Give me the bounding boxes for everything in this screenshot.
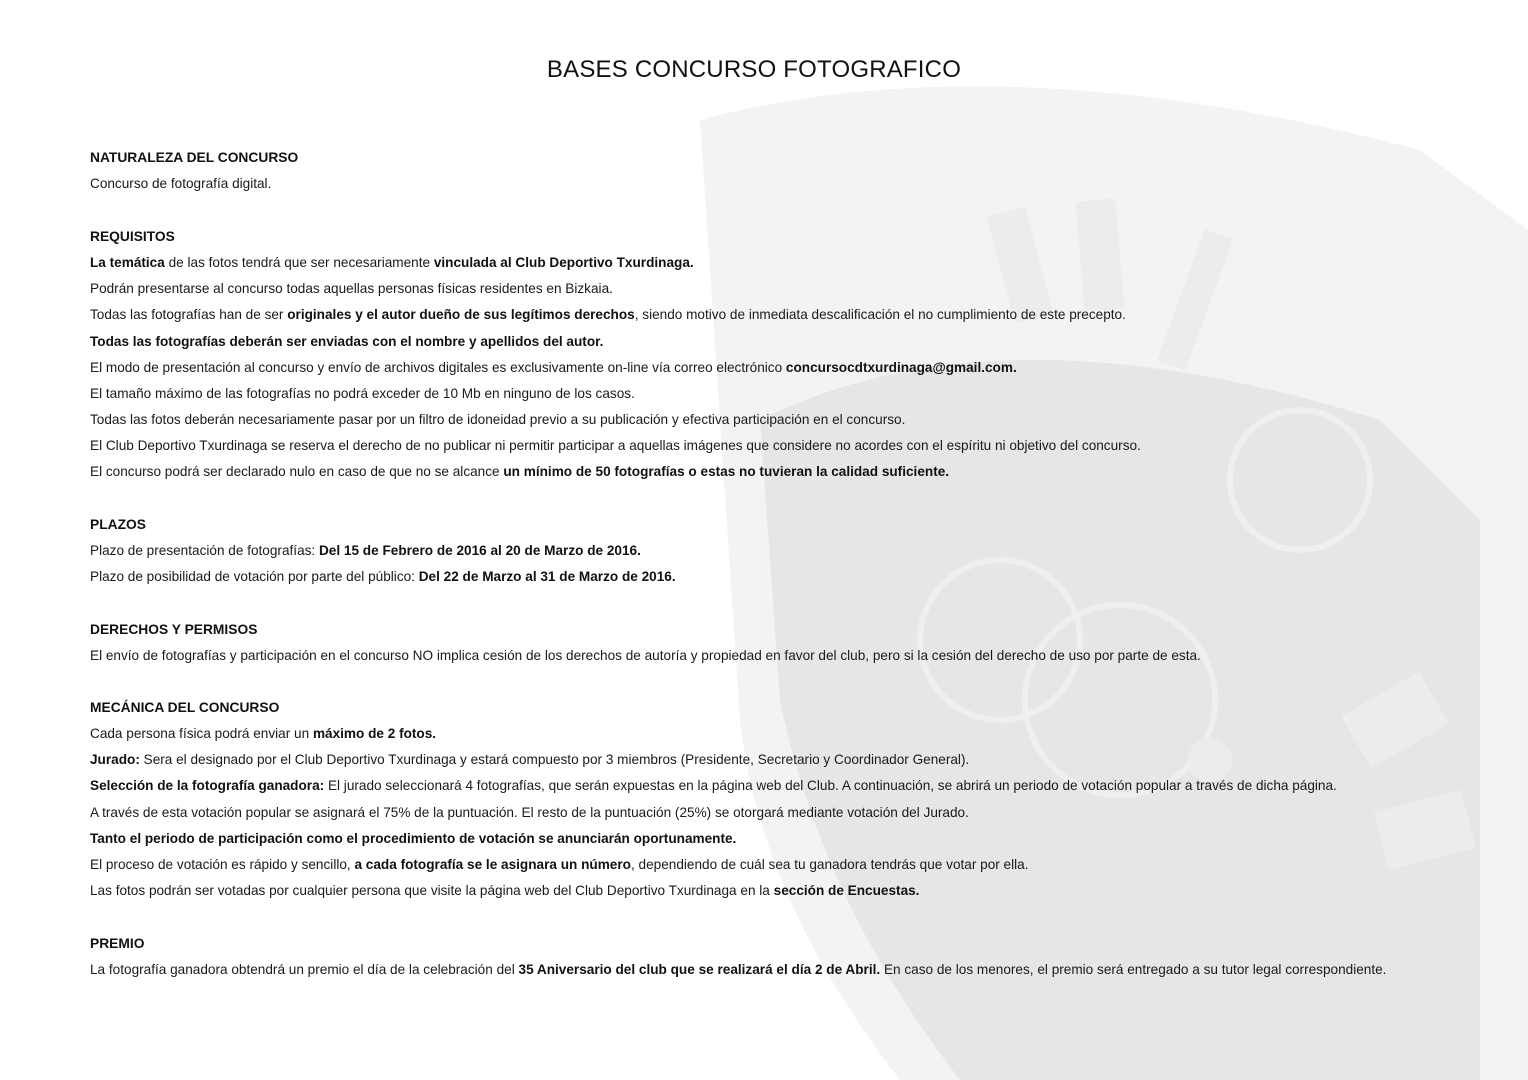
section-heading-mecanica: MECÁNICA DEL CONCURSO [90,700,280,715]
section-heading-plazos: PLAZOS [90,517,146,532]
mecanica-line-1: Cada persona física podrá enviar un máximo de 2 fotos. [90,726,437,741]
mecanica-line-3: Selección de la fotografía ganadora: El jurado seleccionará 4 fotografías, que serán expuestas en la página web del Club. A continuación, se abrirá un periodo de votación popular a través de dicha página. [90,778,1337,793]
requisitos-line-2: Podrán presentarse al concurso todas aquellas personas físicas residentes en Bizkaia. [90,281,613,296]
requisitos-line-6: El tamaño máximo de las fotografías no podrá exceder de 10 Mb en ninguno de los casos. [90,386,635,401]
derechos-line-1: El envío de fotografías y participación en el concurso NO implica cesión de los derechos de autoría y propiedad en favor del club, pero si la cesión del derecho de uso por parte de esta. [90,648,1201,663]
mecanica-line-5: Tanto el periodo de participación como el procedimiento de votación se anunciarán oportunamente. [90,831,737,846]
requisitos-line-5: El modo de presentación al concurso y envío de archivos digitales es exclusivamente on-line vía correo electrónico concursocdtxurdinaga@gmail.com. [90,360,1017,375]
plazos-line-2: Plazo de posibilidad de votación por parte del público: Del 22 de Marzo al 31 de Marzo de 2016. [90,569,676,584]
requisitos-line-3: Todas las fotografías han de ser originales y el autor dueño de sus legítimos derechos, siendo motivo de inmediata descalificación el no cumplimiento de este precepto. [90,307,1126,322]
plazos-line-1: Plazo de presentación de fotografías: Del 15 de Febrero de 2016 al 20 de Marzo de 2016. [90,543,641,558]
mecanica-line-4: A través de esta votación popular se asignará el 75% de la puntuación. El resto de la puntuación (25%) se otorgará mediante votación del Jurado. [90,805,969,820]
contest-email: concursocdtxurdinaga@gmail.com. [785,360,1017,375]
requisitos-line-8: El Club Deportivo Txurdinaga se reserva el derecho de no publicar ni permitir participar a aquellas imágenes que considere no acordes con el espíritu ni objetivo del concurso. [90,438,1141,453]
section-heading-derechos: DERECHOS Y PERMISOS [90,622,258,637]
mecanica-line-6: El proceso de votación es rápido y sencillo, a cada fotografía se le asignara un número, dependiendo de cuál sea tu ganadora tendrás que votar por ella. [90,857,1029,872]
section-heading-requisitos: REQUISITOS [90,229,175,244]
section-heading-naturaleza: NATURALEZA DEL CONCURSO [90,150,299,165]
document-title: BASES CONCURSO FOTOGRAFICO [546,56,962,83]
requisitos-line-7: Todas las fotos deberán necesariamente pasar por un filtro de idoneidad previo a su publicación y efectiva participación en el concurso. [90,412,906,427]
requisitos-line-1: La temática de las fotos tendrá que ser necesariamente vinculada al Club Deportivo Txurdinaga. [90,255,694,270]
requisitos-line-4: Todas las fotografías deberán ser enviadas con el nombre y apellidos del autor. [90,334,604,349]
section-heading-premio: PREMIO [90,936,145,951]
mecanica-line-7: Las fotos podrán ser votadas por cualquier persona que visite la página web del Club Deportivo Txurdinaga en la sección de Encuestas. [90,883,920,898]
mecanica-line-2: Jurado: Sera el designado por el Club Deportivo Txurdinaga y estará compuesto por 3 miembros (Presidente, Secretario y Coordinador General). [90,752,970,767]
naturaleza-line-1: Concurso de fotografía digital. [90,176,272,191]
requisitos-line-9: El concurso podrá ser declarado nulo en caso de que no se alcance un mínimo de 50 fotografías o estas no tuvieran la calidad suficiente. [90,464,950,479]
premio-line-1: La fotografía ganadora obtendrá un premio el día de la celebración del 35 Aniversario del club que se realizará el día 2 de Abril. En caso de los menores, el premio será entregado a su tutor legal correspondiente. [90,962,1387,977]
